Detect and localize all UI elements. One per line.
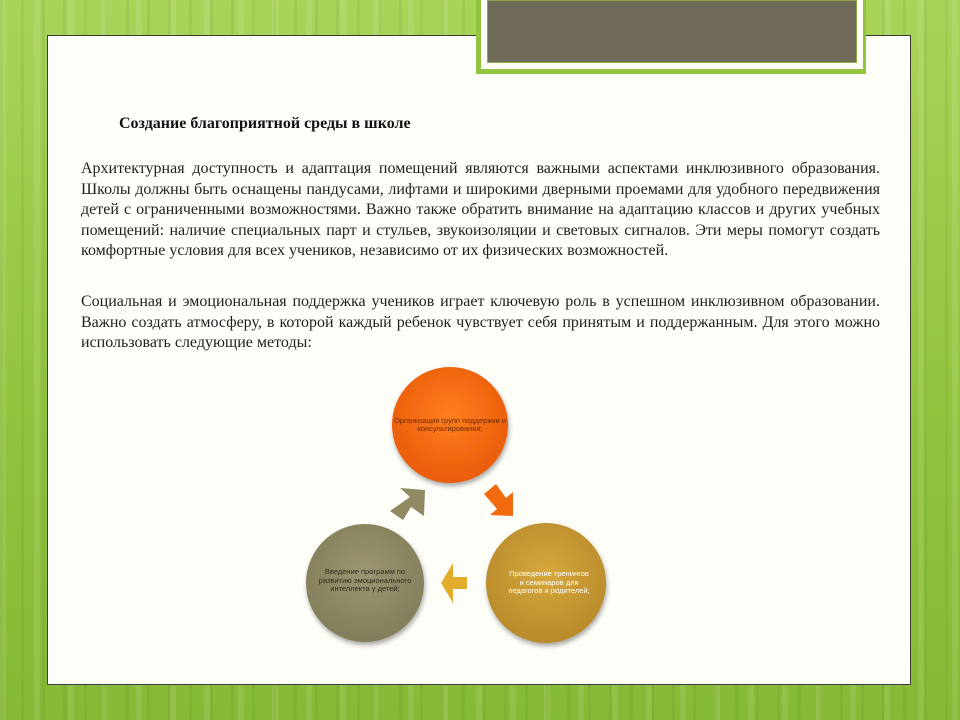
paragraph-accessibility: Архитектурная доступность и адаптация помещений являются важными аспектами инклюзивного образования. Школы должны быть оснащены пандусами, лифтами и широкими дверными проемами для удобного передвижения детей с ограниченными возможностями. Важно также обратить внимание на адаптацию классов и других учебных помещений: наличие специальных парт и стульев, звукоизоляции и световых сигналов. Эти меры помогут создать комфортные условия для всех учеников, независимо от их физических возможностей. <box>81 160 880 259</box>
slide-title: Создание благоприятной среды в школе <box>119 115 411 132</box>
cycle-arrow-2-to-3 <box>441 563 467 603</box>
cycle-node-2-label: Проведение тренингов и семинаров для педагогов и родителей; <box>508 569 590 596</box>
paragraph-support: Социальная и эмоциональная поддержка учеников играет ключевую роль в успешном инклюзивном образовании. Важно создать атмосферу, в которой каждый ребенок чувствует себя принятым и поддержанным. Для этого можно использовать следующие методы: <box>81 293 880 351</box>
cycle-node-3-label: Введение программ по развитию эмоционального интеллекта у детей; <box>318 567 412 594</box>
cycle-arrow-3-to-1 <box>390 488 425 520</box>
cycle-arrow-1-to-2 <box>484 484 513 516</box>
cycle-node-1-label: Организация групп поддержки и консультирования; <box>393 415 507 433</box>
